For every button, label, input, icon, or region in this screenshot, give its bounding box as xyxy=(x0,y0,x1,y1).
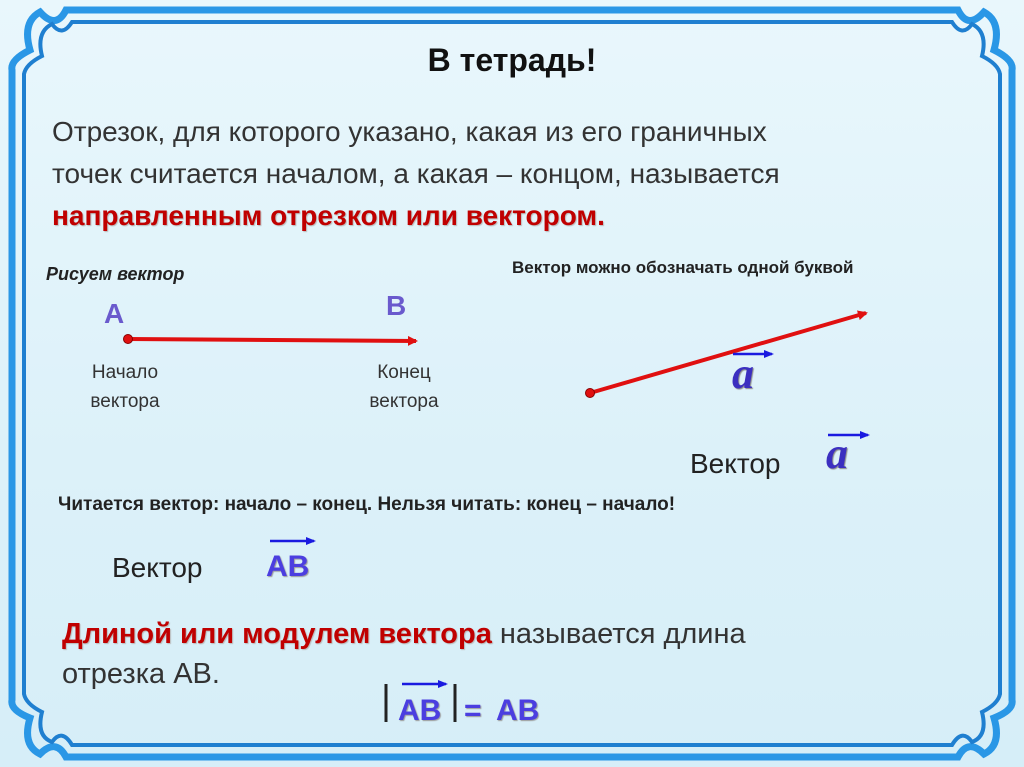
end-caption-line-2: вектора xyxy=(369,391,439,412)
length-def-bold: Длиной или модулем вектора xyxy=(62,618,492,650)
draw-vector-heading: Рисуем вектор xyxy=(46,264,185,284)
length-def-rest: называется длина xyxy=(491,618,746,650)
definition-line-3: направленным отрезком или вектором. xyxy=(52,200,605,231)
vector-word-right: Вектор xyxy=(690,448,781,479)
vector-ab-arrow xyxy=(128,339,416,341)
end-caption-line-1: Конец xyxy=(377,362,431,383)
vector-letter-a: a xyxy=(732,349,754,398)
formula-rhs: АВ xyxy=(496,694,540,727)
start-caption-line-2: вектора xyxy=(90,391,160,412)
letter-vector-heading: Вектор можно обозначать одной буквой xyxy=(512,258,854,277)
vector-word-ab: Вектор xyxy=(112,552,203,583)
vector-letter-a-2: a xyxy=(826,429,848,478)
point-a-dot xyxy=(124,335,133,344)
formula-inside: АВ xyxy=(398,694,442,727)
point-b-label: В xyxy=(386,290,407,321)
start-caption-line-1: Начало xyxy=(91,362,159,383)
definition-line-1: Отрезок, для которого указано, какая из его граничных xyxy=(52,116,767,147)
point-a-label: А xyxy=(104,298,125,329)
definition-line-2: точек считается началом, а какая – концом, называется xyxy=(52,158,780,189)
vector-ab-label: АВ xyxy=(266,550,310,583)
formula-equals: = xyxy=(464,694,482,727)
length-def-line-2: отрезка АВ. xyxy=(62,658,220,690)
page-title: В тетрадь! xyxy=(427,42,597,78)
reading-rule: Читается вектор: начало – конец. Нельзя читать: конец – начало! xyxy=(58,494,676,515)
vector-a-start-dot xyxy=(586,389,595,398)
vector-a-arrow xyxy=(590,313,866,393)
